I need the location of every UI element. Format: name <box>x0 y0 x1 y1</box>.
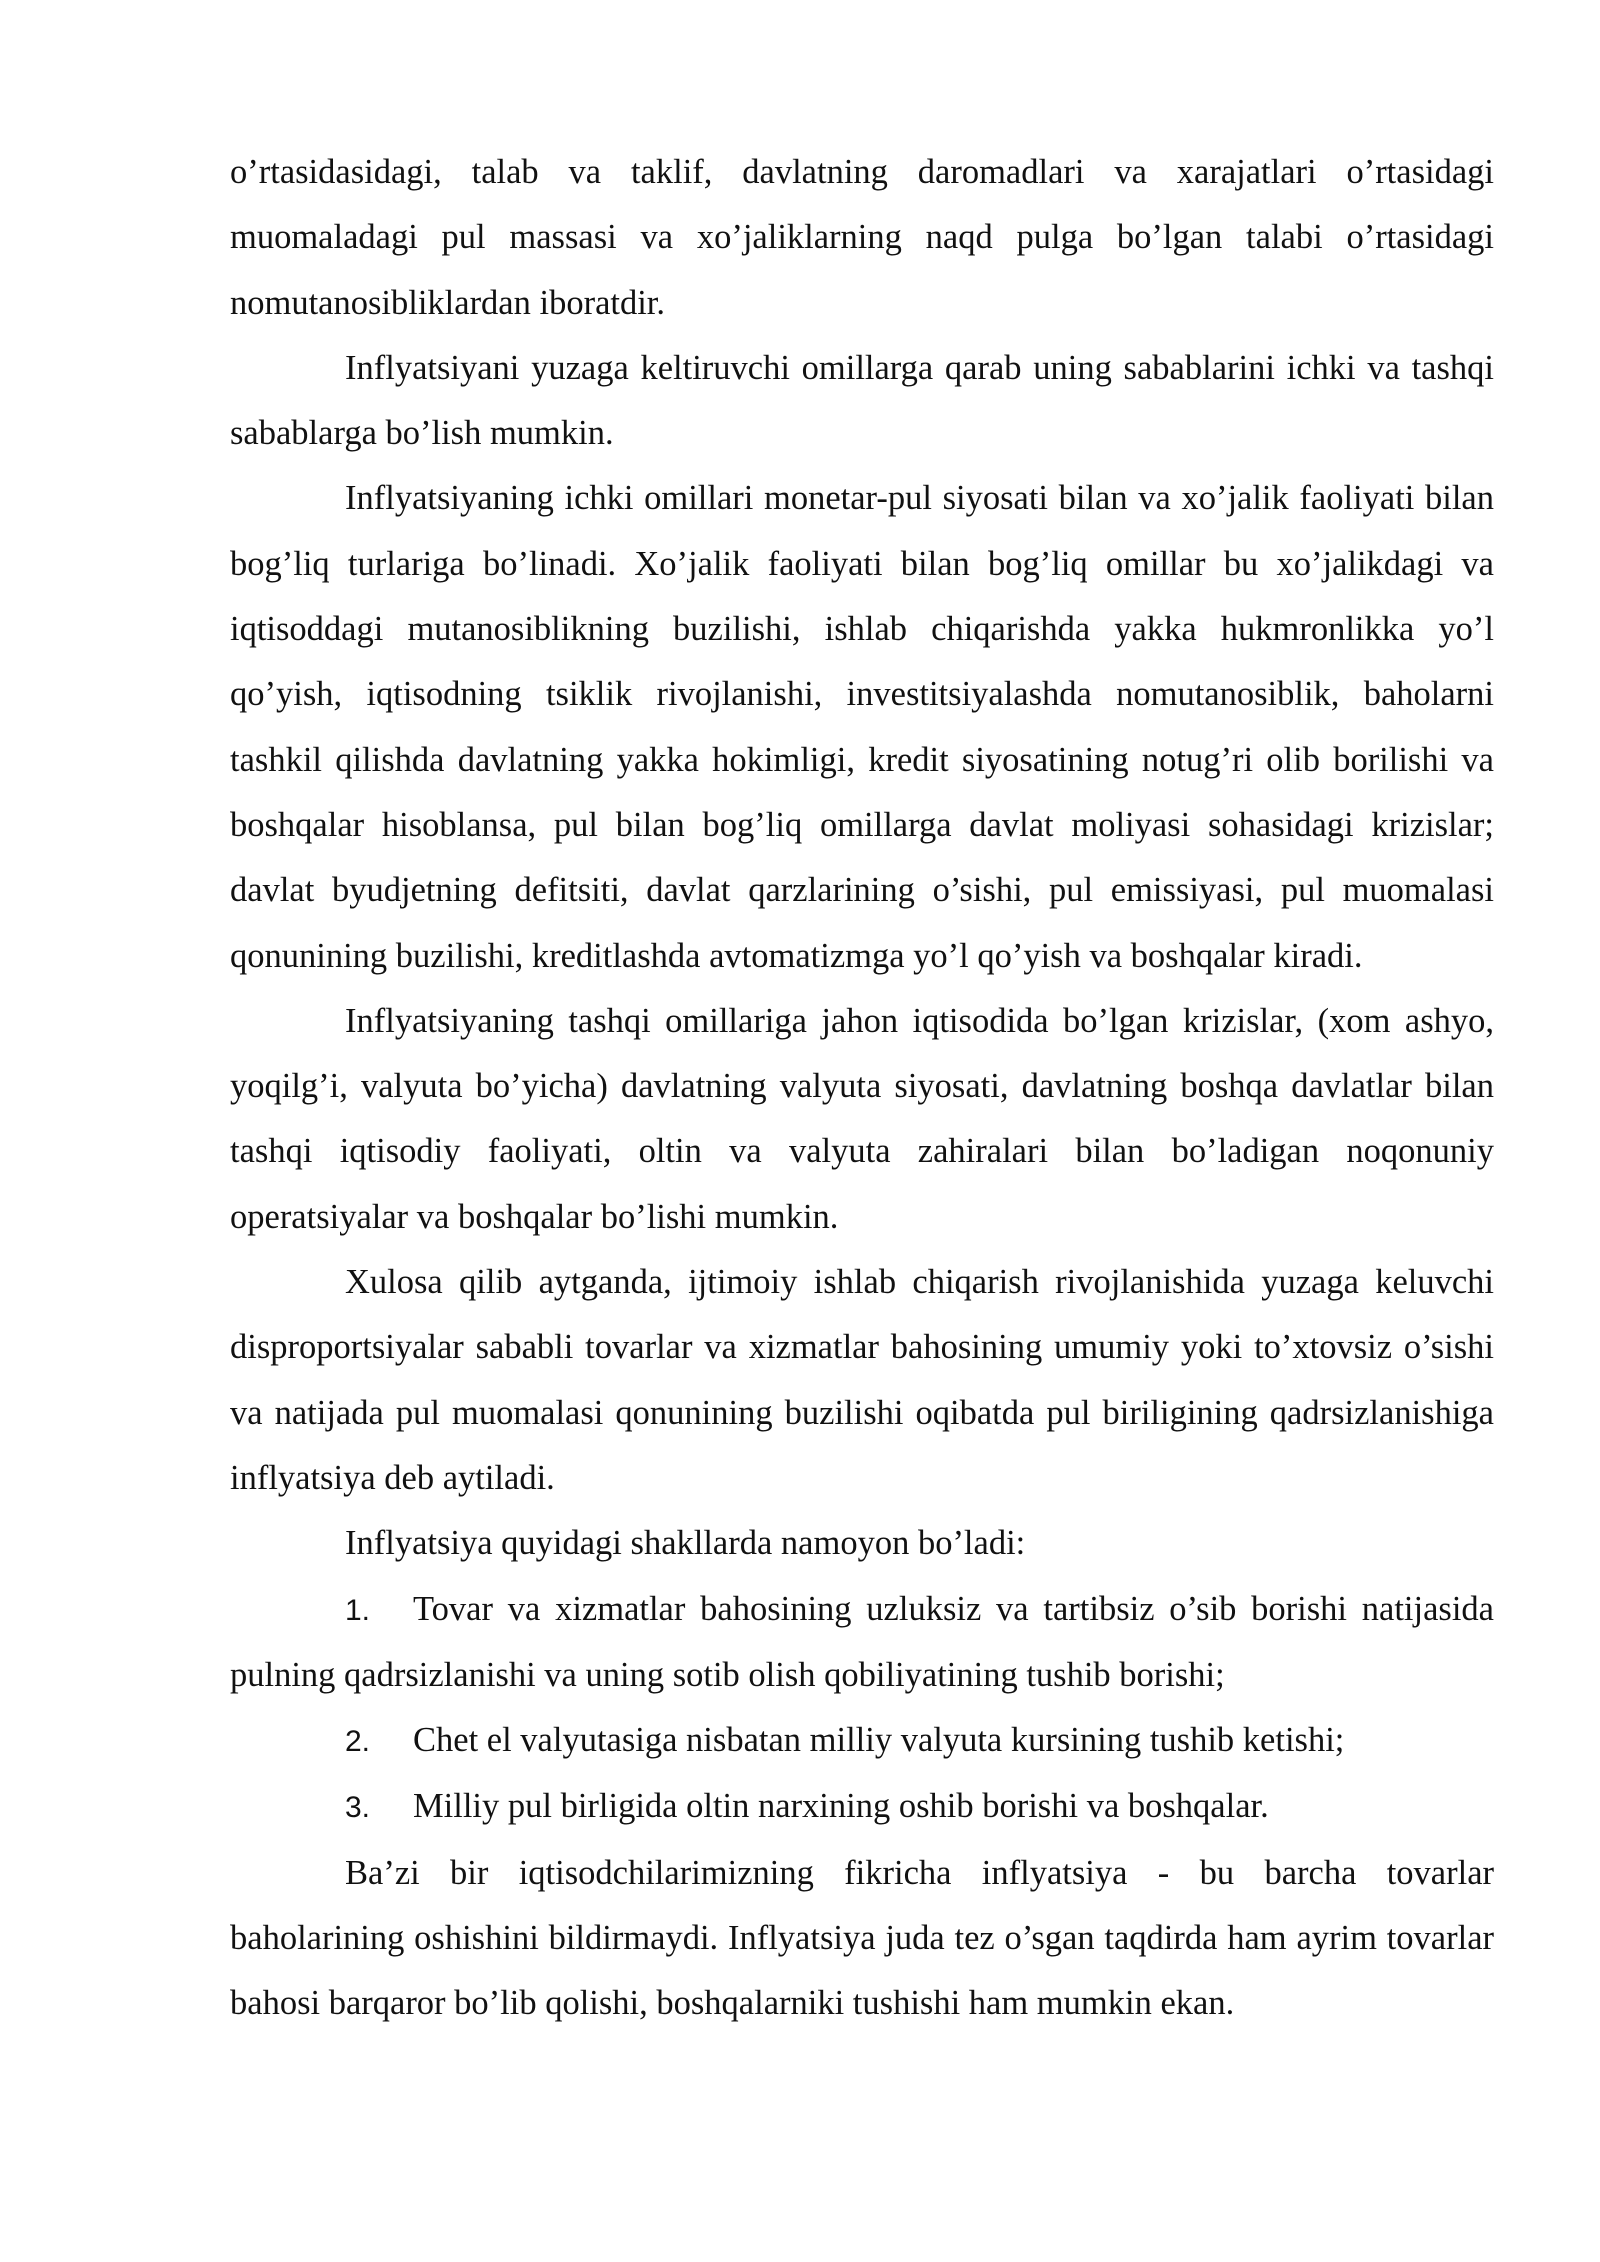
paragraph-conclusion: Xulosa qilib aytganda, ijtimoiy ishlab chiqarish rivojlanishida yuzaga keluvchi disproportsiyalar sababli tovarlar va xizmatlar bahosining umumiy yoki to’xtovsiz o’sishi va natijada pul muomalasi qonunining buzilishi oqibatda pul biriligining qadrsizlanishiga inflyatsiya deb aytiladi. <box>230 1263 1494 1497</box>
forms-list <box>230 1577 1494 1841</box>
paragraph-economists-opinion: Ba’zi bir iqtisodchilarimizning fikricha inflyatsiya - bu barcha tovarlar baholarining oshishini bildirmaydi. Inflyatsiya juda tez o’sgan taqdirda ham ayrim tovarlar bahosi barqaror bo’lib qolishi, boshqalarniki tushishi ham mumkin ekan. <box>230 1853 1494 2023</box>
document-page <box>230 140 1494 2037</box>
list-number: 3. <box>345 1791 371 1825</box>
list-number: 1. <box>345 1593 371 1627</box>
list-text: Tovar va xizmatlar bahosining uzluksiz va tartibsiz o’sib borishi natijasida pulning qadrsizlanishi va uning sotib olish qobiliyatining tushib borishi; <box>230 1589 1494 1694</box>
list-item <box>230 1708 1494 1774</box>
list-item <box>230 1774 1494 1840</box>
list-item <box>230 1577 1494 1709</box>
list-text: Milliy pul birligida oltin narxining oshib borishi va boshqalar. <box>413 1787 1269 1826</box>
paragraph-external-factors: Inflyatsiyaning tashqi omillariga jahon iqtisodida bo’lgan krizislar, (xom ashyo, yoqilg’i, valyuta bo’yicha) davlatning valyuta siyosati, davlatning boshqa davlatlar bilan tashqi iqtisodiy faoliyati, oltin va valyuta zahiralari bilan bo’ladigan noqonuniy operatsiyalar va boshqalar bo’lishi mumkin. <box>230 1001 1494 1236</box>
list-text: Chet el valyutasiga nisbatan milliy valyuta kursining tushib ketishi; <box>413 1721 1345 1760</box>
list-number: 2. <box>345 1725 371 1759</box>
paragraph-internal-factors: Inflyatsiyaning ichki omillari monetar-pul siyosati bilan va xo’jalik faoliyati bilan bog’liq turlariga bo’linadi. Xo’jalik faoliyati bilan bog’liq omillar bu xo’jalikdagi va iqtisoddagi mutanosiblikning buzilishi, ishlab chiqarishda yakka hukmronlikka yo’l qo’yish, iqtisodning tsiklik rivojlanishi, investitsiyalashda nomutanosiblik, baholarni tashkil qilishda davlatning yakka hokimligi, kredit siyosatining notug’ri olib borilishi va boshqalar hisoblansa, pul bilan bog’liq omillarga davlat moliyasi sohasidagi krizislar; davlat byudjetning defitsiti, davlat qarzlarining o’sishi, pul emissiyasi, pul muomalasi qonunining buzilishi, kreditlashda avtomatizmga yo’l qo’yish va boshqalar kiradi. <box>230 479 1494 975</box>
paragraph-causes: Inflyatsiyani yuzaga keltiruvchi omillarga qarab uning sabablarini ichki va tashqi sabablarga bo’lish mumkin. <box>230 348 1494 453</box>
paragraph-continuation: o’rtasidasidagi, talab va taklif, davlatning daromadlari va xarajatlari o’rtasidagi muomaladagi pul massasi va xo’jaliklarning naqd pulga bo’lgan talabi o’rtasidagi nomutanosibliklardan iboratdir. <box>230 153 1494 322</box>
paragraph-forms-intro: Inflyatsiya quyidagi shakllarda namoyon bo’ladi: <box>345 1524 1026 1563</box>
